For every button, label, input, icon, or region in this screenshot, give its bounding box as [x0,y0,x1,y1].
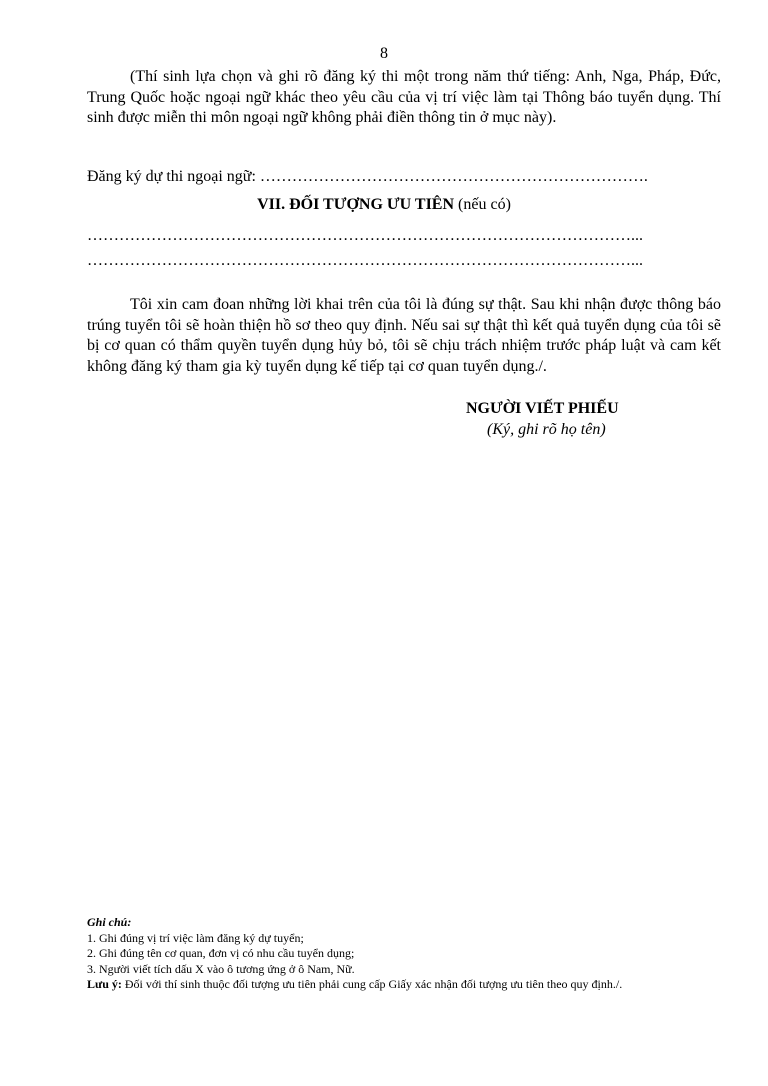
attention-text: Đối với thí sinh thuộc đối tượng ưu tiên phải cung cấp Giấy xác nhận đối tượng ưu tiên theo quy định./. [121,977,623,991]
priority-heading-text: VII. ĐỐI TƯỢNG ƯU TIÊN [257,196,455,213]
priority-heading-suffix: (nếu có) [454,196,511,213]
declaration-paragraph: Tôi xin cam đoan những lời khai trên của tôi là đúng sự thật. Sau khi nhận được thông báo trúng tuyển tôi sẽ hoàn thiện hồ sơ theo quy định. Nếu sai sự thật thì kết quả tuyển dụng của tôi sẽ bị cơ quan có thẩm quyền tuyển dụng hủy bỏ, tôi sẽ chịu trách nhiệm trước pháp luật và cam kết không đăng ký tham gia kỳ tuyển dụng kế tiếp tại cơ quan tuyển dụng./. [87,296,721,375]
note-item-1: 1. Ghi đúng vị trí việc làm đăng ký dự tuyển; [87,930,304,945]
page-number: 8 [380,45,388,62]
priority-section-heading [0,196,768,214]
notes-title: Ghi chú: [87,915,132,929]
note-item-3: 3. Người viết tích dấu X vào ô tương ứng ở ô Nam, Nữ. [87,961,355,976]
signature-title: NGƯỜI VIẾT PHIẾU [466,400,619,417]
attention-label: Lưu ý: [87,977,122,991]
priority-dots-line-2: …………………………………………………………………………………………... [87,252,643,269]
attention-note [87,977,747,993]
priority-dots-line-1: …………………………………………………………………………………………... [87,227,643,244]
note-item-2: 2. Ghi đúng tên cơ quan, đơn vị có nhu cầu tuyển dụng; [87,946,355,960]
foreign-language-instruction: (Thí sinh lựa chọn và ghi rõ đăng ký thi một trong năm thứ tiếng: Anh, Nga, Pháp, Đức, Trung Quốc hoặc ngoại ngữ khác theo yêu cầu của vị trí việc làm tại Thông báo tuyển dụng. Thí sinh được miễn thi môn ngoại ngữ không phải điền thông tin ở mục này). [87,68,721,126]
foreign-language-register-line: Đăng ký dự thi ngoại ngữ: ………………………………………………………………. [87,168,648,185]
notes-section [87,915,747,993]
signature-subtitle: (Ký, ghi rõ họ tên) [487,421,606,438]
